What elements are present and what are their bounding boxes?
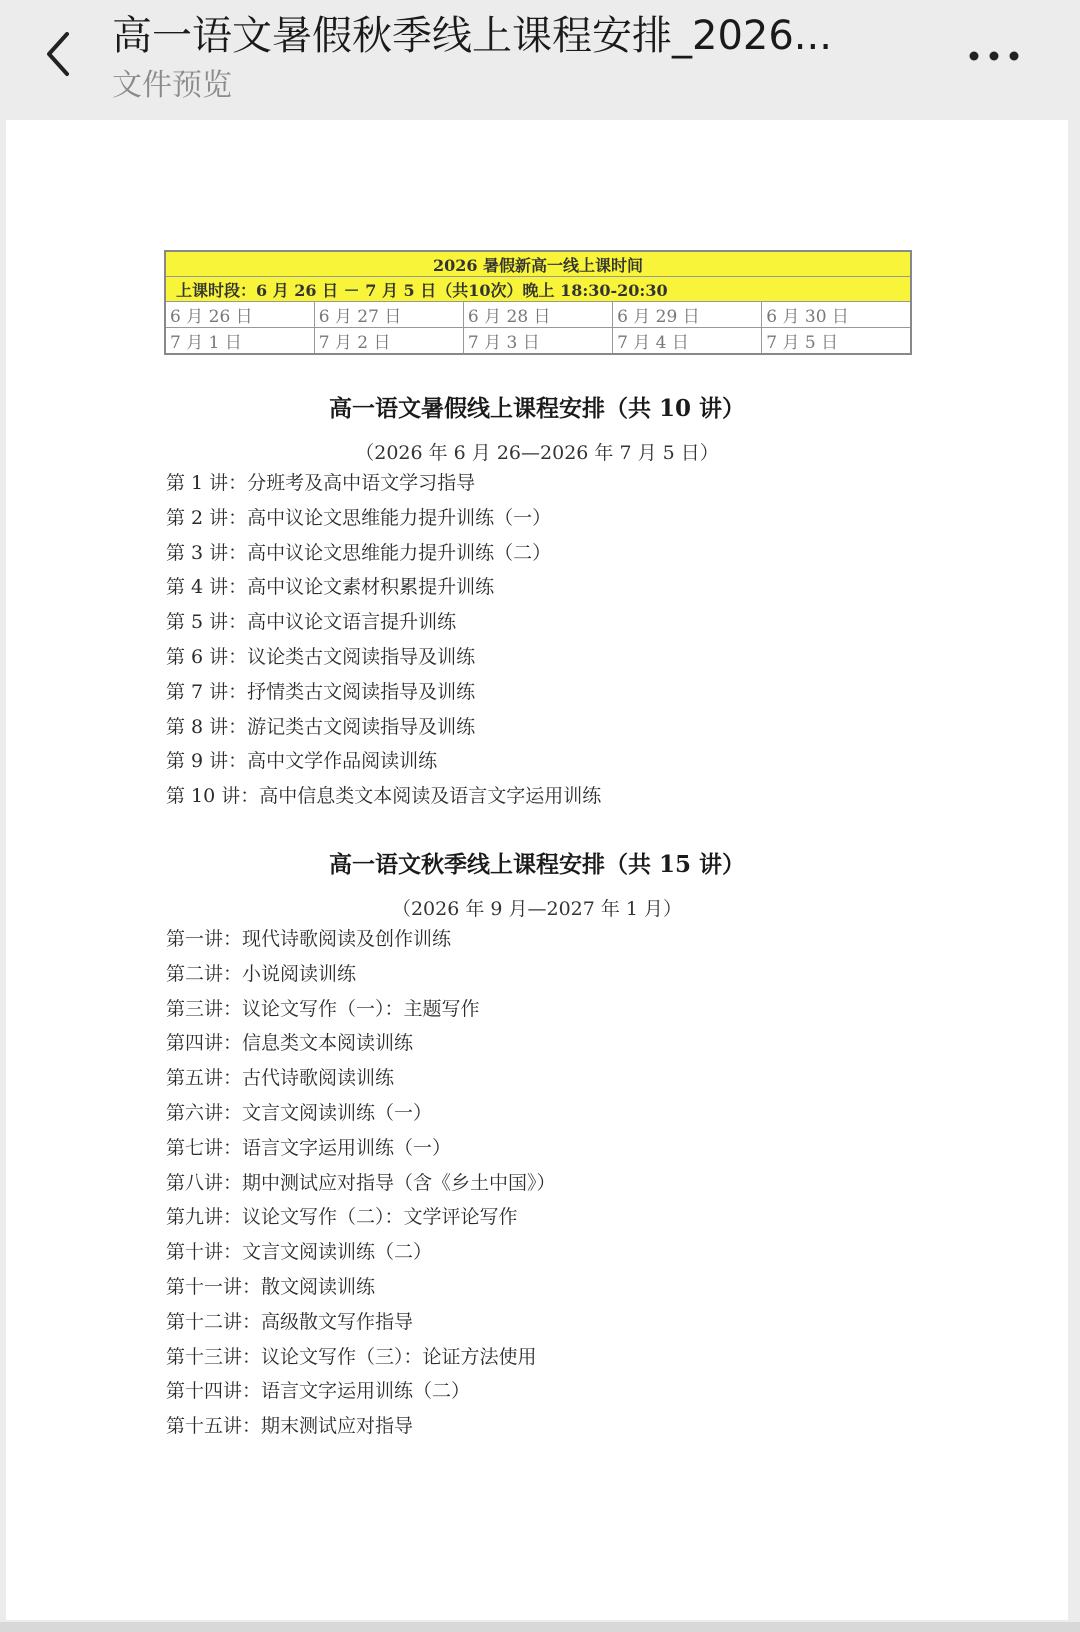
- date-cell: 7 月 4 日: [613, 328, 762, 355]
- more-button[interactable]: [960, 34, 1028, 78]
- document-page[interactable]: [6, 120, 1068, 1620]
- more-horizontal-icon: [968, 50, 1020, 62]
- schedule-table: [164, 250, 912, 355]
- lecture-item: 第 9 讲：高中文学作品阅读训练: [166, 750, 438, 773]
- lecture-item: 第二讲：小说阅读训练: [166, 962, 357, 985]
- date-cell: 7 月 1 日: [165, 328, 314, 355]
- schedule-time-row: [165, 277, 911, 302]
- lecture-item: 第十一讲：散文阅读训练: [166, 1275, 376, 1298]
- date-cell: 6 月 27 日: [314, 302, 463, 328]
- date-cell: 6 月 30 日: [762, 302, 911, 328]
- lecture-item: 第三讲：议论文写作（一）：主题写作: [166, 997, 480, 1020]
- lecture-item: 第 10 讲：高中信息类文本阅读及语言文字运用训练: [166, 785, 602, 808]
- lecture-item: 第九讲：议论文写作（二）：文学评论写作: [166, 1206, 518, 1229]
- lecture-item: 第十三讲：议论文写作（三）：论证方法使用: [166, 1345, 537, 1368]
- lecture-item: 第一讲：现代诗歌阅读及创作训练: [166, 928, 452, 950]
- lecture-item: 第七讲：语言文字运用训练（一）: [166, 1136, 452, 1159]
- lecture-item: 第十讲：文言文阅读训练（二）: [166, 1241, 433, 1264]
- summer-heading: 高一语文暑假线上课程安排（共 10 讲）: [328, 395, 746, 422]
- lecture-item: 第八讲：期中测试应对指导（含《乡土中国》）: [166, 1171, 556, 1194]
- date-cell: 6 月 28 日: [463, 302, 612, 328]
- summer-date-range: （2026 年 6 月 26—2026 年 7 月 5 日）: [355, 442, 719, 464]
- lecture-item: 第 8 讲：游记类古文阅读指导及训练: [166, 715, 476, 738]
- autumn-heading: 高一语文秋季线上课程安排（共 15 讲）: [328, 851, 746, 878]
- date-cell: 7 月 5 日: [762, 328, 911, 355]
- file-preview-label: 文件预览: [112, 68, 232, 103]
- schedule-time: 上课时段：6 月 26 日 － 7 月 5 日（共10次）晚上 18:30-20:30: [165, 277, 911, 302]
- lecture-item: 第 3 讲：高中议论文思维能力提升训练（二）: [166, 541, 552, 564]
- schedule-title-row: [165, 251, 911, 277]
- lecture-item: 第六讲：文言文阅读训练（一）: [166, 1101, 433, 1124]
- lecture-item: 第十五讲：期末测试应对指导: [166, 1415, 414, 1438]
- back-button[interactable]: [36, 26, 80, 82]
- date-cell: 6 月 26 日: [165, 302, 314, 328]
- schedule-title: 2026 暑假新高一线上课时间: [165, 251, 911, 277]
- bottom-divider: [0, 1622, 1080, 1632]
- chevron-left-icon: [43, 30, 73, 78]
- date-cell: 6 月 29 日: [613, 302, 762, 328]
- date-cell: 7 月 2 日: [314, 328, 463, 355]
- schedule-date-row: [165, 328, 911, 355]
- lecture-item: 第五讲：古代诗歌阅读训练: [166, 1067, 395, 1090]
- lecture-item: 第 6 讲：议论类古文阅读指导及训练: [166, 645, 476, 668]
- summer-lecture-list: [166, 466, 601, 814]
- top-bar: [0, 0, 1080, 118]
- lecture-item: 第十二讲：高级散文写作指导: [166, 1310, 414, 1333]
- autumn-lecture-list: [166, 922, 556, 1444]
- date-cell: 7 月 3 日: [463, 328, 612, 355]
- file-title: 高一语文暑假秋季线上课程安排_2026...: [112, 13, 832, 59]
- lecture-item: 第十四讲：语言文字运用训练（二）: [166, 1380, 471, 1403]
- lecture-item: 第 5 讲：高中议论文语言提升训练: [166, 611, 457, 634]
- autumn-date-range: （2026 年 9 月—2027 年 1 月）: [391, 898, 683, 920]
- schedule-date-row: [165, 302, 911, 328]
- lecture-item: 第 1 讲：分班考及高中语文学习指导: [166, 472, 476, 494]
- lecture-item: 第 2 讲：高中议论文思维能力提升训练（一）: [166, 506, 552, 529]
- lecture-item: 第四讲：信息类文本阅读训练: [166, 1032, 414, 1055]
- lecture-item: 第 4 讲：高中议论文素材积累提升训练: [166, 576, 495, 599]
- lecture-item: 第 7 讲：抒情类古文阅读指导及训练: [166, 680, 476, 703]
